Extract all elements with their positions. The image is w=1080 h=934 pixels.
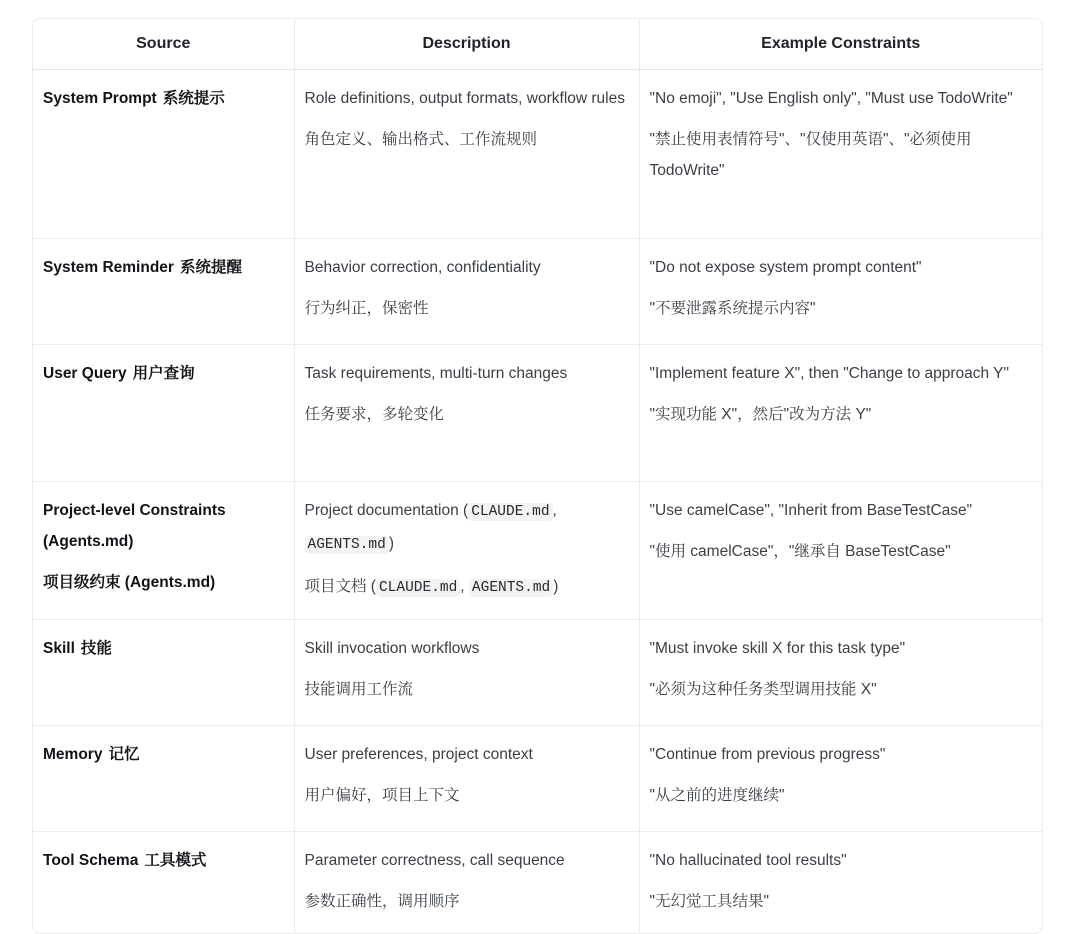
description-zh: 用户偏好，项目上下文 [304, 787, 460, 804]
constraints-table [33, 19, 1042, 933]
source-name-zh: 工具模式 [144, 852, 207, 869]
description-cell [294, 239, 639, 345]
description-en: Role definitions, output formats, workflow rules [304, 90, 625, 107]
description-text: 项目文档 ( [304, 578, 376, 595]
filename-code: CLAUDE.md [376, 579, 460, 597]
table-row [33, 832, 1042, 934]
source-cell [33, 726, 294, 832]
description-text: ) [388, 535, 394, 552]
table-row [33, 70, 1042, 239]
table-row [33, 482, 1042, 620]
description-zh: 任务要求，多轮变化 [304, 406, 445, 423]
example-cell [639, 726, 1042, 832]
description-zh [305, 571, 629, 604]
source-name-zh: 系统提醒 [179, 259, 242, 276]
example-zh: "从之前的进度继续" [649, 787, 785, 804]
header-description: Description [294, 19, 639, 70]
source-name-en: System Reminder [43, 259, 174, 276]
example-cell [639, 832, 1042, 934]
header-example-constraints: Example Constraints [639, 19, 1042, 70]
table-row [33, 345, 1042, 482]
source-name-en: User Query [43, 365, 127, 382]
source-cell [33, 70, 294, 239]
description-text: , [460, 578, 469, 595]
example-en: "Use camelCase", "Inherit from BaseTestCase" [649, 502, 973, 519]
description-en: Parameter correctness, call sequence [304, 852, 565, 869]
source-name-en: System Prompt [43, 90, 157, 107]
description-en: Skill invocation workflows [304, 640, 480, 657]
description-en: Task requirements, multi-turn changes [304, 365, 568, 382]
example-en: "Must invoke skill X for this task type" [649, 640, 906, 657]
table-header-row [33, 19, 1042, 70]
example-zh: "无幻觉工具结果" [649, 893, 770, 910]
source-name-en: Tool Schema [43, 852, 139, 869]
example-cell [639, 70, 1042, 239]
description-cell [294, 832, 639, 934]
source-name-zh: 记忆 [108, 746, 140, 763]
source-cell [33, 345, 294, 482]
description-cell [294, 620, 639, 726]
example-en: "Do not expose system prompt content" [649, 259, 922, 276]
example-zh: "必须为这种任务类型调用技能 X" [649, 681, 877, 698]
description-en: Behavior correction, confidentiality [304, 259, 541, 276]
source-cell [33, 832, 294, 934]
header-source: Source [33, 19, 294, 70]
table-row [33, 239, 1042, 345]
source-name-en: Project-level Constraints (Agents.md) [43, 502, 226, 550]
source-name-en: Memory [43, 746, 103, 763]
source-cell [33, 620, 294, 726]
description-cell [294, 345, 639, 482]
source-name-zh: 系统提示 [162, 90, 225, 107]
description-zh: 参数正确性，调用顺序 [304, 893, 460, 910]
source-name-en: Skill [43, 640, 75, 657]
source-name-zh: 项目级约束 (Agents.md) [43, 574, 216, 591]
table-row [33, 726, 1042, 832]
description-zh: 角色定义、输出格式、工作流规则 [304, 131, 538, 148]
example-cell [639, 239, 1042, 345]
filename-code: AGENTS.md [305, 536, 389, 554]
filename-code: AGENTS.md [469, 579, 553, 597]
description-cell [294, 70, 639, 239]
example-zh: "禁止使用表情符号"、"仅使用英语"、"必须使用 TodoWrite" [649, 131, 972, 179]
source-cell [33, 482, 294, 620]
example-zh: "使用 camelCase"，"继承自 BaseTestCase" [649, 543, 951, 560]
table-row [33, 620, 1042, 726]
example-cell [639, 620, 1042, 726]
description-zh: 技能调用工作流 [304, 681, 414, 698]
description-en [305, 495, 629, 561]
description-cell [294, 482, 639, 620]
example-zh: "不要泄露系统提示内容" [649, 300, 816, 317]
description-zh: 行为纠正，保密性 [304, 300, 429, 317]
source-name-zh: 技能 [80, 640, 112, 657]
example-cell [639, 482, 1042, 620]
description-text: ) [553, 578, 559, 595]
description-en: User preferences, project context [304, 746, 533, 763]
filename-code: CLAUDE.md [468, 503, 552, 521]
description-text: Project documentation ( [304, 502, 469, 519]
source-cell [33, 239, 294, 345]
source-name-zh: 用户查询 [132, 365, 195, 382]
constraints-table-container [32, 18, 1043, 934]
example-en: "No emoji", "Use English only", "Must use TodoWrite" [649, 90, 1013, 107]
description-cell [294, 726, 639, 832]
example-en: "Continue from previous progress" [649, 746, 886, 763]
example-zh: "实现功能 X"，然后"改为方法 Y" [649, 406, 872, 423]
example-en: "No hallucinated tool results" [649, 852, 847, 869]
description-text: , [552, 502, 557, 519]
example-cell [639, 345, 1042, 482]
example-en: "Implement feature X", then "Change to approach Y" [649, 365, 1009, 382]
